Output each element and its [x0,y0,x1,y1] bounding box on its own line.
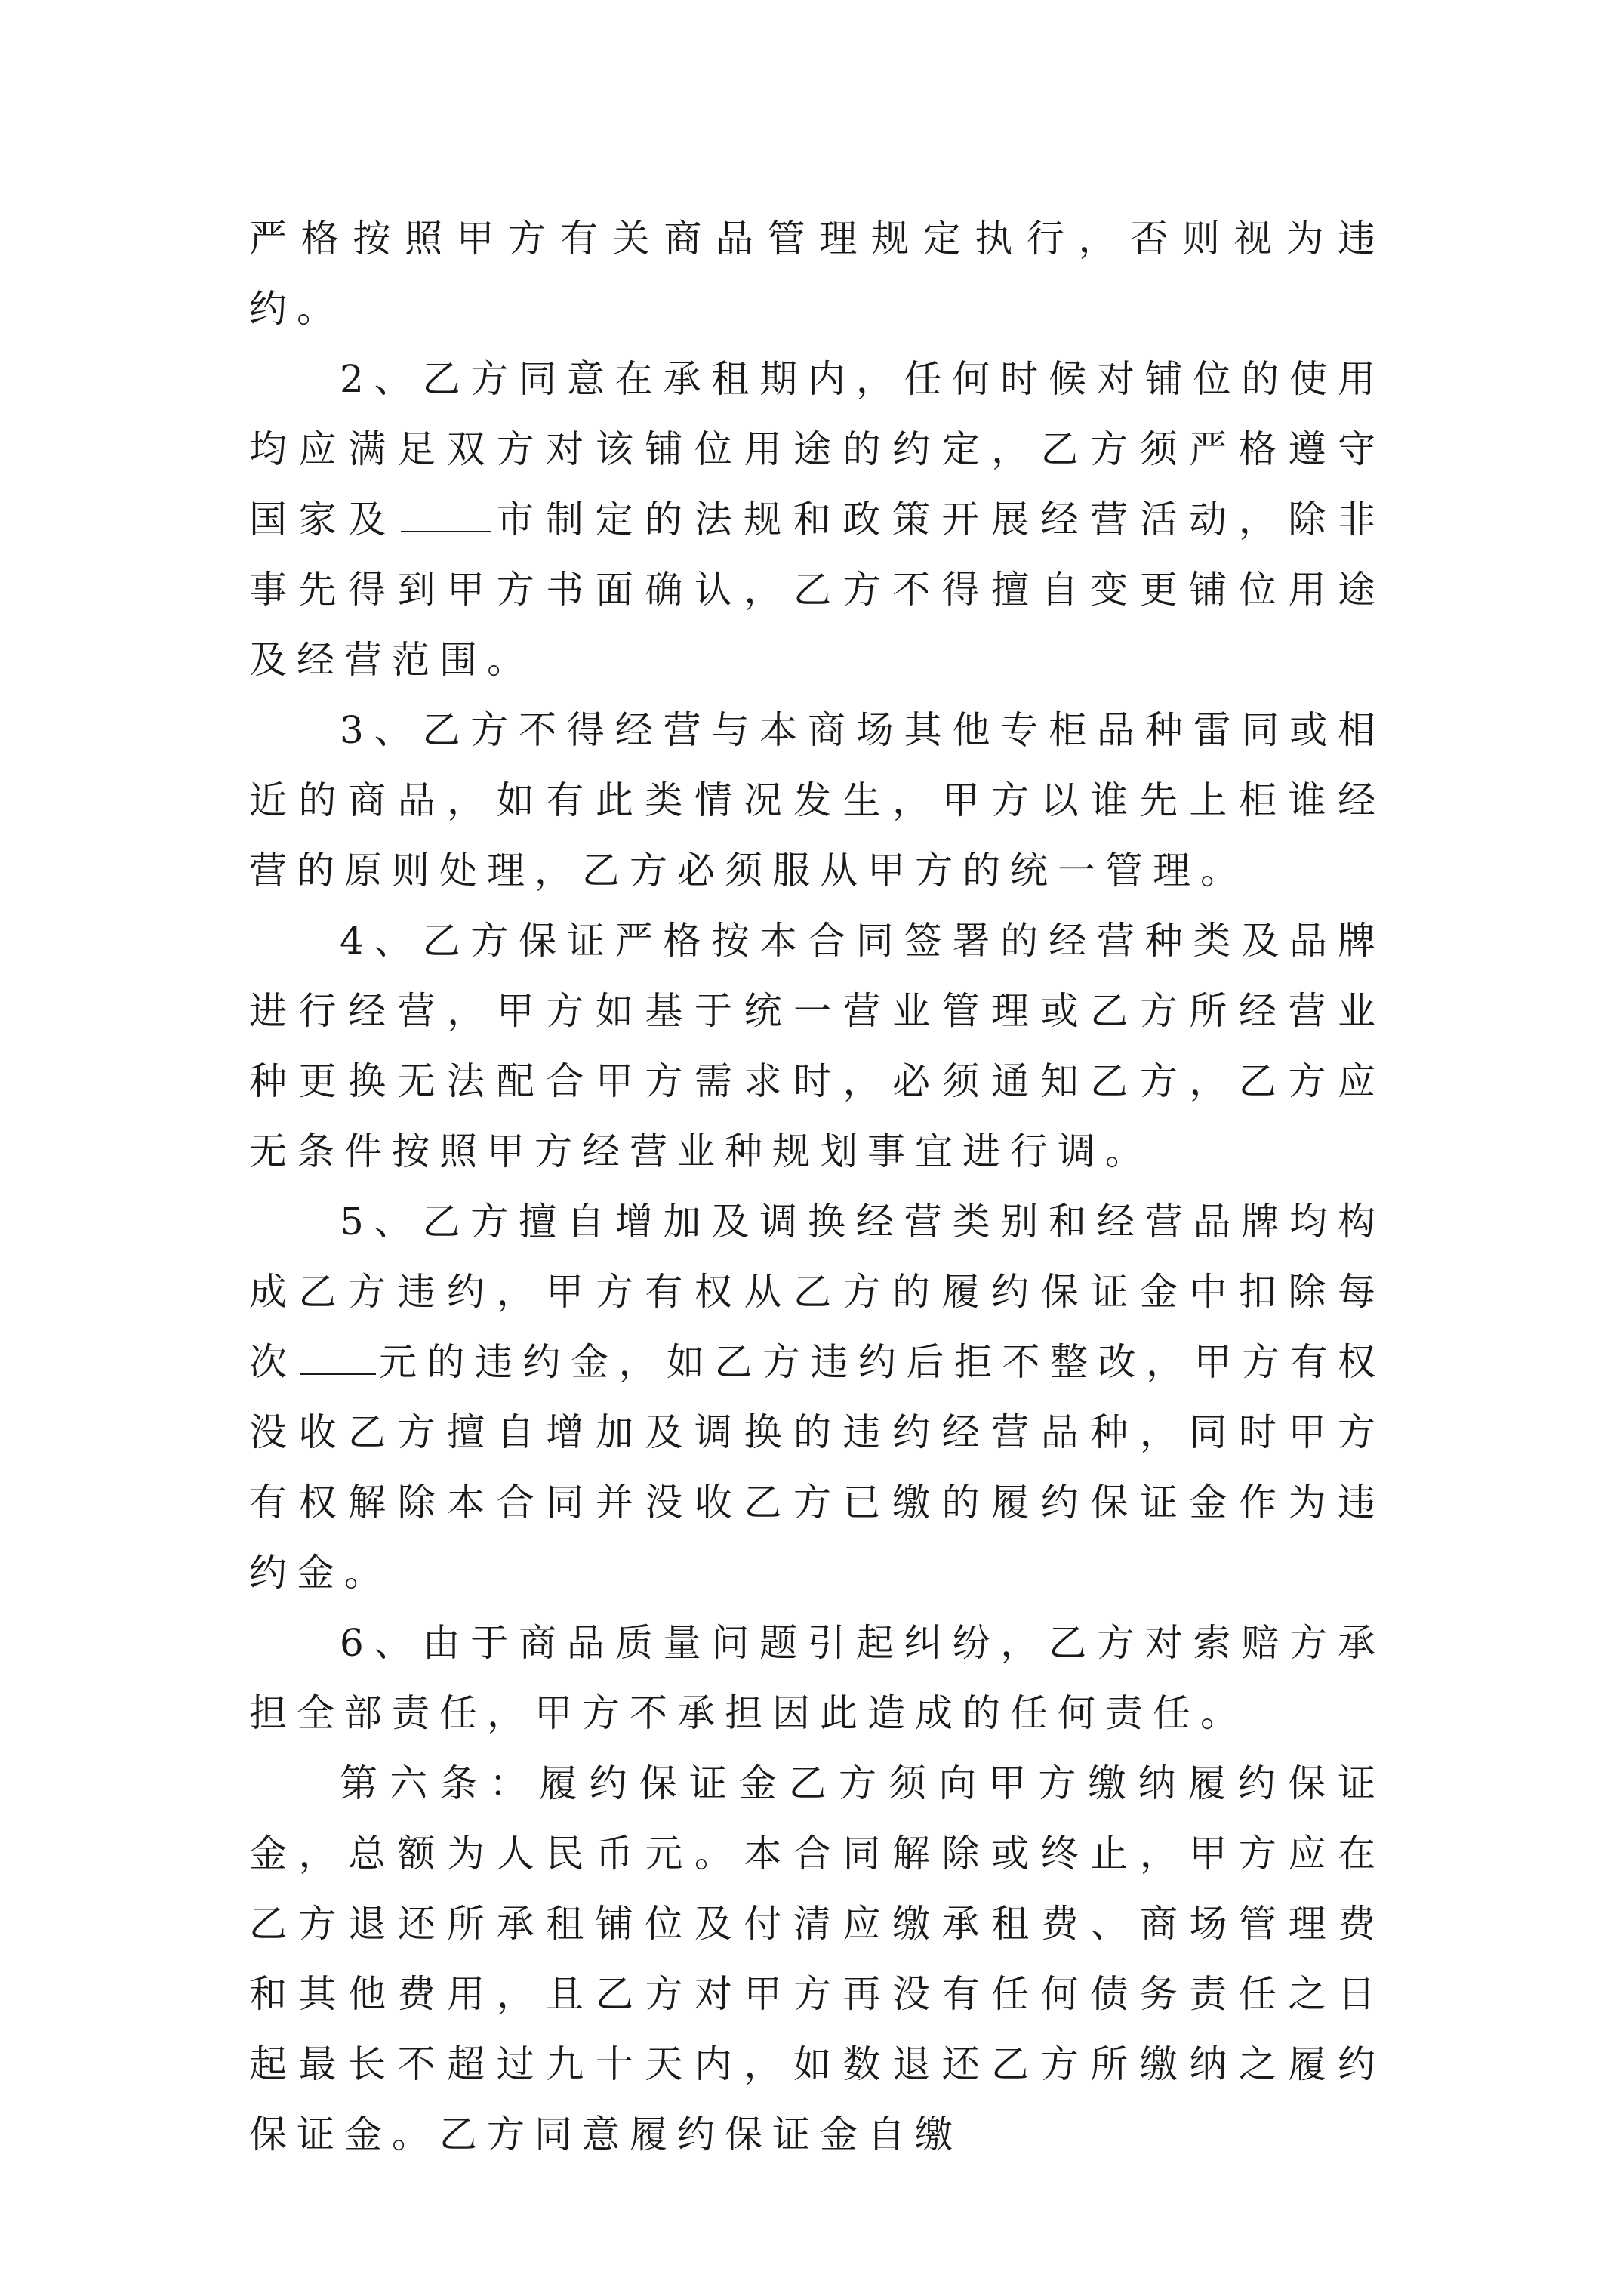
clause-5 [249,1187,1385,1608]
paragraph-text: 第六条：履约保证金乙方须向甲方缴纳履约保证金，总额为人民币元。本合同解除或终止，甲方应在乙方退还所承租铺位及付清应缴承租费、商场管理费和其他费用，且乙方对甲方再没有任何债务责任之日起最长不超过九十天内，如数退还乙方所缴纳之履约保证金。乙方同意履约保证金自缴 [249,1761,1385,2156]
paragraph-continuation [249,204,1385,344]
paragraph-text: 3、乙方不得经营与本商场其他专柜品种雷同或相近的商品，如有此类情况发生，甲方以谁先上柜谁经营的原则处理，乙方必须服从甲方的统一管理。 [249,708,1385,892]
paragraph-text: 4、乙方保证严格按本合同签署的经营种类及品牌进行经营，甲方如基于统一营业管理或乙方所经营业种更换无法配合甲方需求时，必须通知乙方，乙方应无条件按照甲方经营业种规划事宜进行调。 [249,919,1385,1173]
document-page [249,204,1385,2170]
clause-4 [249,906,1385,1187]
fill-in-blank-amount[interactable] [300,1339,376,1375]
fill-in-blank-city[interactable] [401,496,491,532]
paragraph-text: 6、由于商品质量问题引起纠纷，乙方对索赔方承担全部责任，甲方不承担因此造成的任何责任。 [249,1621,1385,1735]
paragraph-text: 2、乙方同意在承租期内，任何时候对铺位的使用均应满足双方对该铺位用途的约定，乙方须严格遵守国家及 [249,357,1385,541]
paragraph-text: 元的违约金，如乙方违约后拒不整改，甲方有权没收乙方擅自增加及调换的违约经营品种，同时甲方有权解除本合同并没收乙方已缴的履约保证金作为违约金。 [249,1340,1385,1595]
paragraph-text: 5、乙方擅自增加及调换经营类别和经营品牌均构成乙方违约，甲方有权从乙方的履约保证金中扣除每次 [249,1200,1385,1384]
paragraph-text: 严格按照甲方有关商品管理规定执行，否则视为违约。 [249,217,1385,331]
clause-3 [249,695,1385,906]
clause-2 [249,344,1385,695]
article-6-deposit [249,1749,1385,2170]
clause-6 [249,1608,1385,1749]
paragraph-text: 市制定的法规和政策开展经营活动，除非事先得到甲方书面确认，乙方不得擅自变更铺位用途及经营范围。 [249,498,1386,682]
